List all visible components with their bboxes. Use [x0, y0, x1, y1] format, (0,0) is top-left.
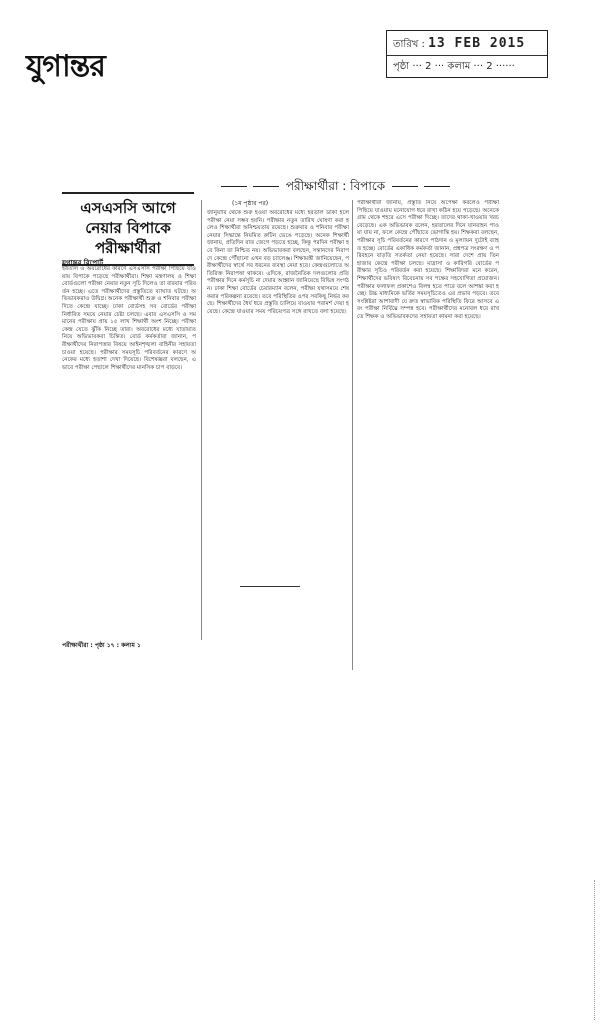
- header-dash: [253, 186, 279, 187]
- column-rule: [352, 200, 353, 670]
- date-stamp: [386, 30, 548, 78]
- newspaper-masthead: যুগান্তর: [26, 49, 105, 84]
- clipping-header-text: পরীক্ষার্থীরা : বিপাকে: [285, 179, 386, 193]
- stamp-divider: [387, 55, 547, 56]
- continued-from-label: (১ম পৃষ্ঠার পর): [232, 200, 269, 207]
- stamp-page-value: 2: [425, 61, 432, 72]
- headline-line-1: এসএসসি আগে: [80, 199, 176, 217]
- stamp-date-value: 13 FEB 2015: [428, 36, 526, 51]
- stamp-column-label: কলাম: [447, 61, 471, 72]
- stamp-date-row: তারিখ : 13 FEB 2015: [393, 36, 526, 51]
- stamp-page-row: পৃষ্ঠা ··· 2 ··· কলাম ··· 2 ······: [393, 61, 515, 72]
- article-byline: যুগান্তর রিপোর্ট: [62, 259, 104, 267]
- stamp-column-value: 2: [486, 61, 493, 72]
- scan-edge-mark: [594, 880, 605, 1020]
- stamp-date-label: তারিখ: [393, 39, 419, 50]
- article-column-3: পরীক্ষার্থীরা জানায়, প্রস্তুতি নিয়ে অপেক্ষা করলেও পরীক্ষা পিছিয়ে যাওয়ায় মনোযোগ ধরে রাখা কঠিন হয়ে পড়েছে। অনেকে গ্রাম থেকে শহরে এসে পরীক্ষা দিচ্ছে। তাদের থাকা-খাওয়ার খরচ বেড়েছে। এক অভিভাবক বলেন, হরতালের দিনে যানবাহন পাওয়া যায় না, ফলে কেন্দ্রে পৌঁছাতে ভোগান্তি হয়। শিক্ষকরা বলছেন, পরীক্ষার সূচি পরিবর্তনের কারণে পাঠদান ও মূল্যায়ন দুটোই ব্যাহত হচ্ছে। বোর্ডের একাধিক কর্মকর্তা জানান, প্রশ্নপত্র সংরক্ষণ ও পরিবহনে বাড়তি সতর্কতা নেয়া হয়েছে। সারা দেশে প্রায় তিন হাজার কেন্দ্রে পরীক্ষা চলছে। মাদ্রাসা ও কারিগরি বোর্ডের পরীক্ষার সূচিও পরিবর্তন করা হয়েছে। শিক্ষাবিদরা মনে করেন, শিক্ষার্থীদের ভবিষ্যৎ বিবেচনায় সব পক্ষের সহযোগিতা প্রয়োজন। পরীক্ষার ফলাফল প্রকাশেও বিলম্ব হতে পারে বলে আশঙ্কা করা হচ্ছে। উচ্চ মাধ্যমিকে ভর্তির সময়সূচিতেও এর প্রভাব পড়বে। তবে সংশ্লিষ্টরা আশাবাদী যে দ্রুত স্বাভাবিক পরিস্থিতি ফিরে আসবে এবং পরীক্ষা নির্বিঘ্নে সম্পন্ন হবে। পরীক্ষার্থীদের মনোবল ধরে রাখতে শিক্ষক ও অভিভাবকদের সহায়তা কামনা করা হয়েছে।: [357, 200, 499, 320]
- clipping-header: [218, 178, 478, 198]
- headline-line-2: নেয়ার বিপাকে: [85, 219, 171, 237]
- article-column-2: জানুয়ারি থেকে শুরু হওয়া অবরোধের মধ্যে হরতাল ডাকা হলে পরীক্ষা নেয়া সম্ভব হয়নি। পরীক্ষার নতুন তারিখ ঘোষণা করা হলেও শিক্ষার্থীরা অনিশ্চয়তায় রয়েছে। শুক্রবার ও শনিবার পরীক্ষা নেয়ার সিদ্ধান্তে নিয়মিত রুটিন ভেঙে পড়েছে। অনেক শিক্ষার্থী জানায়, প্রতিদিন রাত জেগে পড়তে হচ্ছে, কিন্তু পরদিন পরীক্ষা হবে কিনা তা নিশ্চিত নয়। অভিভাবকরা বলছেন, সন্তানদের নিরাপদে কেন্দ্রে পৌঁছানো এখন বড় চ্যালেঞ্জ। শিক্ষামন্ত্রী জানিয়েছেন, পরীক্ষার্থীদের স্বার্থে সব ধরনের ব্যবস্থা নেয়া হবে। কেন্দ্রগুলোতে অতিরিক্ত নিরাপত্তা থাকবে। এদিকে, রাজনৈতিক দলগুলোর প্রতি পরীক্ষার দিনে কর্মসূচি না দেয়ার আহ্বান জানিয়েছে বিভিন্ন সংগঠন। ঢাকা শিক্ষা বোর্ডের চেয়ারম্যান বলেন, পরীক্ষা যথাসময়ে শেষ করার পরিকল্পনা রয়েছে। তবে পরিস্থিতির ওপর সবকিছু নির্ভর করছে। শিক্ষার্থীদের ধৈর্য ধরে প্রস্তুতি চালিয়ে যাওয়ার পরামর্শ দেয়া হয়েছে। কেন্দ্রে যাওয়ার সময় পরিচয়পত্র সঙ্গে রাখতে বলা হয়েছে।: [207, 210, 349, 315]
- article-headline: [62, 192, 194, 266]
- article-end-rule: [240, 586, 300, 587]
- article-column-1: হরতাল ও অবরোধের কারণে এসএসসি পরীক্ষা পিছিয়ে যাওয়ায় বিপাকে পড়েছে পরীক্ষার্থীরা। শিক্ষা মন্ত্রণালয় ও শিক্ষা বোর্ডগুলো পরীক্ষা নেয়ার নতুন সূচি দিলেও তা বারবার পরিবর্তন হচ্ছে। এতে পরীক্ষার্থীদের প্রস্তুতিতে ব্যাঘাত ঘটছে। অভিভাবকরাও উদ্বিগ্ন। অনেক পরীক্ষার্থী শুক্র ও শনিবার পরীক্ষা দিতে কেন্দ্রে যাচ্ছে। ঢাকা বোর্ডসহ সব বোর্ডের পরীক্ষা নির্ধারিত সময়ে নেয়ার চেষ্টা চলছে। এবার এসএসসি ও সমমানের পরীক্ষায় প্রায় ১৫ লাখ শিক্ষার্থী অংশ নিচ্ছে। পরীক্ষা কেন্দ্র যেতে ঝুঁকি নিচ্ছে তারা। অবরোধের মধ্যে যাতায়াত নিয়ে অভিভাবকরা চিন্তিত। বোর্ড কর্মকর্তারা জানান, পরীক্ষার্থীদের নিরাপত্তার বিষয়ে আইনশৃঙ্খলা বাহিনীর সহায়তা চাওয়া হয়েছে। পরীক্ষার সময়সূচি পরিবর্তনের কারণে অনেকের মধ্যে হতাশা দেখা দিয়েছে। বিশেষজ্ঞরা বলছেন, এভাবে পরীক্ষা পেছালে শিক্ষার্থীদের মানসিক চাপ বাড়বে।: [62, 266, 196, 371]
- header-dash: [392, 186, 418, 187]
- column-rule: [201, 200, 202, 640]
- stamp-page-label: পৃষ্ঠা: [393, 61, 410, 72]
- headline-line-3: পরীক্ষার্থীরা: [95, 239, 161, 257]
- header-dash: [221, 186, 247, 187]
- article-jump-line: পরীক্ষার্থীরা : পৃষ্ঠা ১৭ : কলাম ১: [62, 642, 141, 649]
- header-dash: [424, 186, 450, 187]
